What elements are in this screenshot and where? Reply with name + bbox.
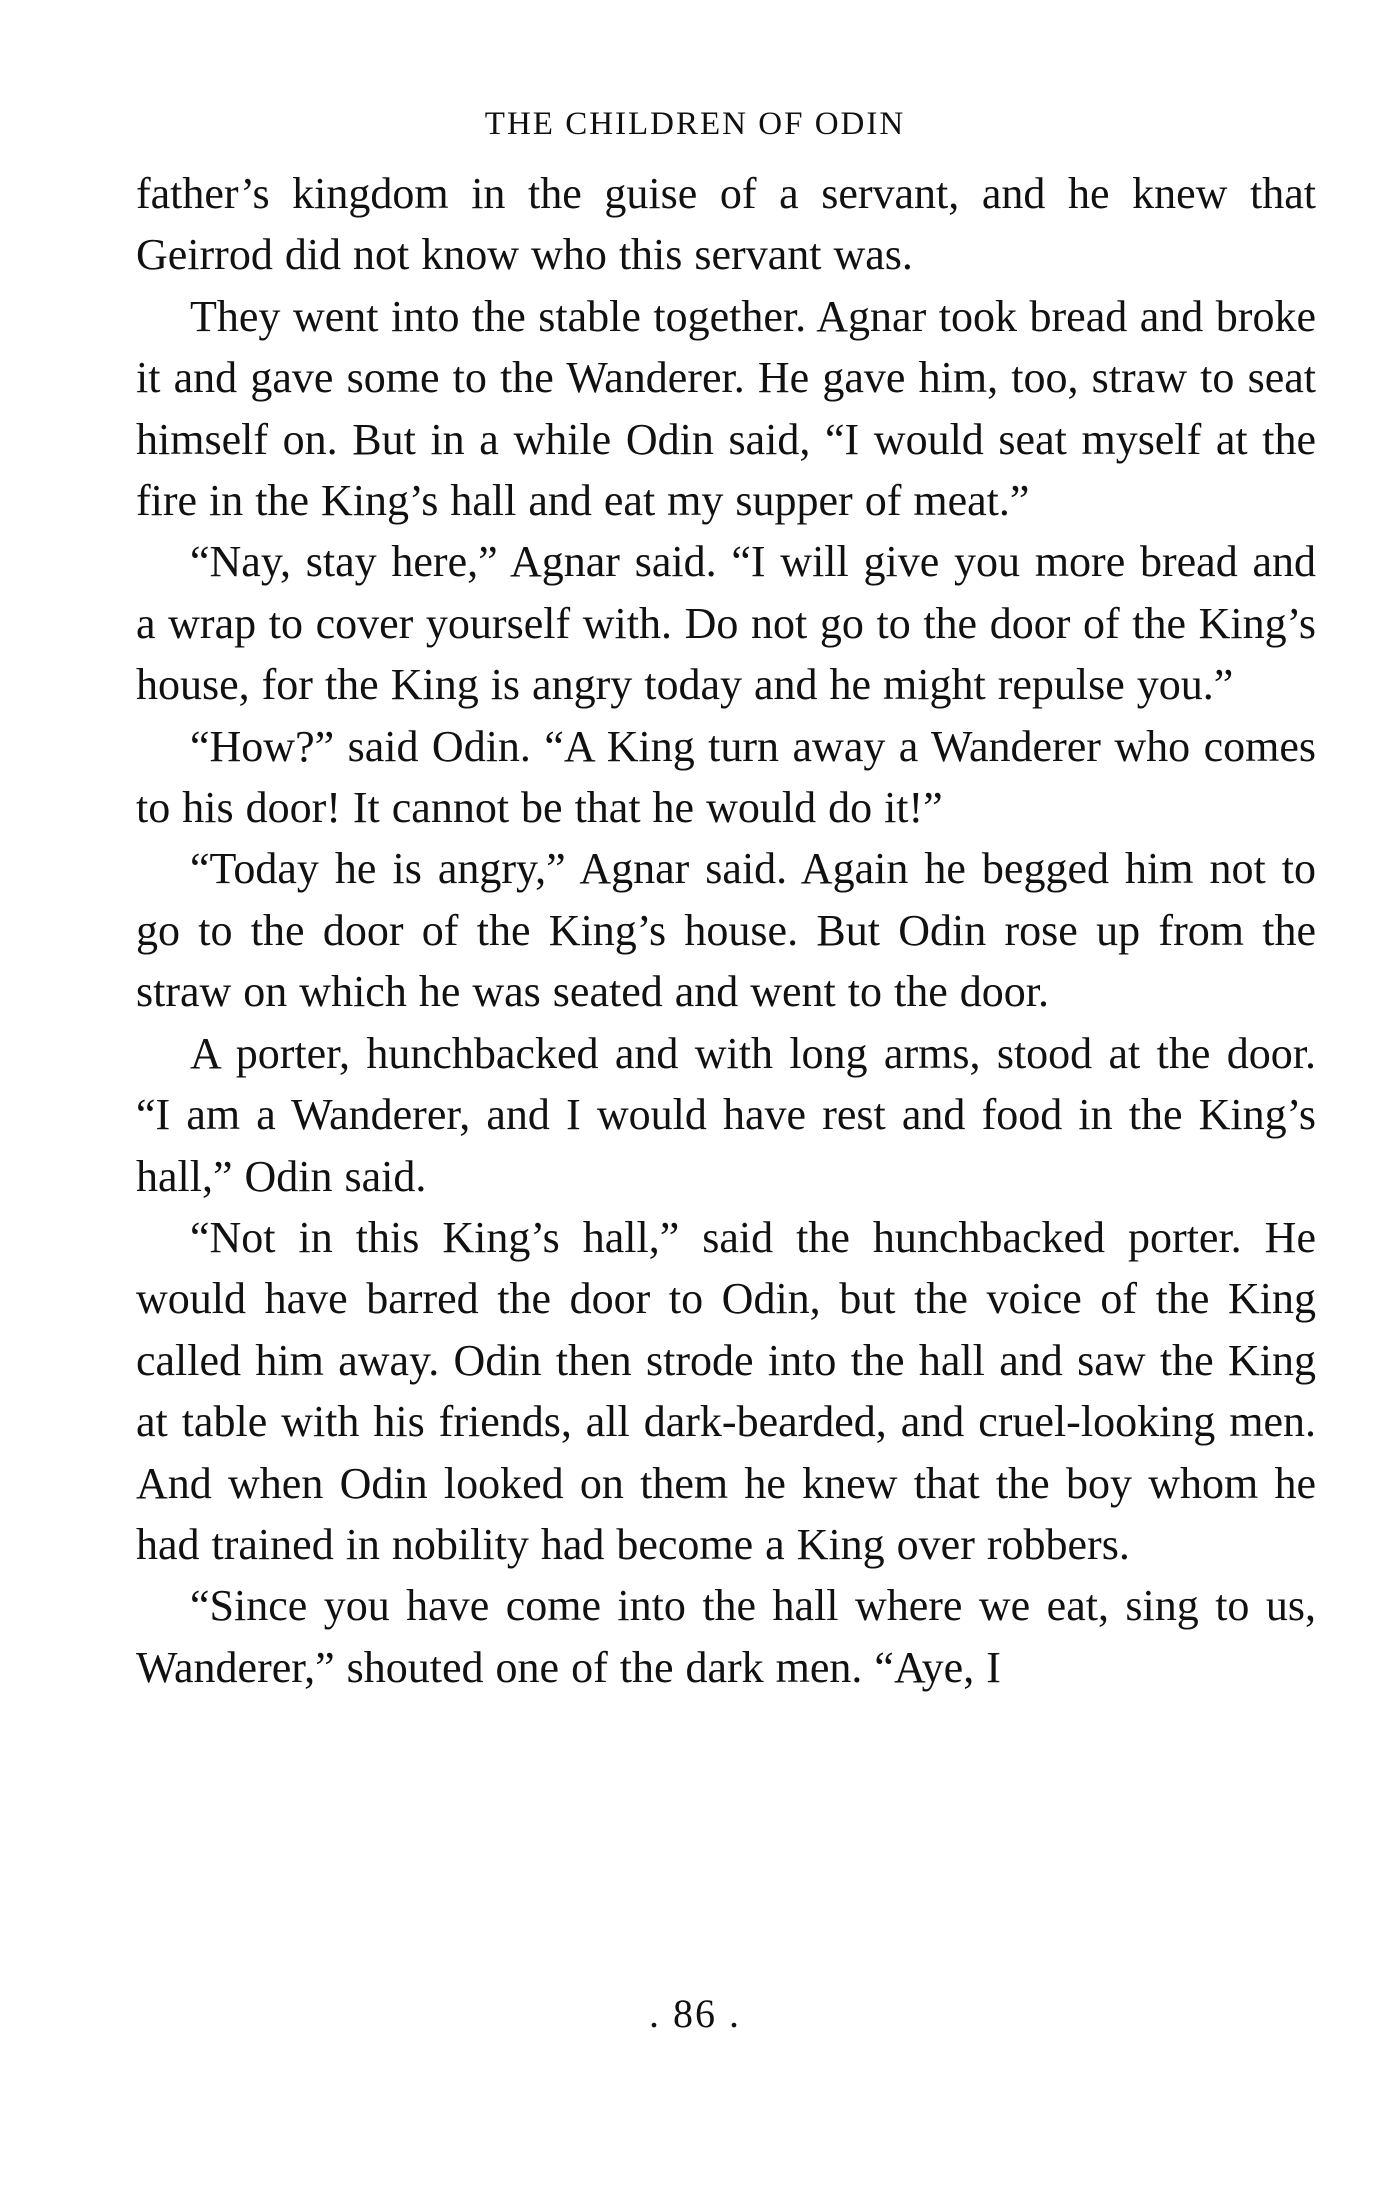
paragraph: “Today he is angry,” Agnar said. Again he begged him not to go to the door of the King’s house. But Odin rose up from the straw on which he was seated and went to the door. [136,844,1316,1017]
page-number: . 86 . [649,1991,741,2036]
running-head: THE CHILDREN OF ODIN [484,106,906,142]
paragraph: “Not in this King’s hall,” said the hunchbacked porter. He would have barred the door to Odin, but the voice of the King called him away. Odin then strode into the hall and saw the King at table with his friends, all dark-bearded, and cruel-looking men. And when Odin looked on them he knew that the boy whom he had trained in nobility had become a King over robbers. [136,1212,1316,1569]
paragraph: A porter, hunchbacked and with long arms, stood at the door. “I am a Wanderer, and I would have rest and food in the King’s hall,” Odin said. [136,1028,1316,1201]
paragraph: They went into the stable together. Agnar took bread and broke it and gave some to the Wanderer. He gave him, too, straw to seat himself on. But in a while Odin said, “I would seat myself at the fire in the King’s hall and eat my supper of meat.” [136,291,1316,526]
paragraph: “Since you have come into the hall where we eat, sing to us, Wanderer,” shouted one of the dark men. “Aye, I [136,1581,1316,1692]
paragraph: “Nay, stay here,” Agnar said. “I will give you more bread and a wrap to cover yourself with. Do not go to the door of the King’s house, for the King is angry today and he might repulse you.” [136,537,1316,710]
body-text [136,163,1316,1698]
paragraph: “How?” said Odin. “A King turn away a Wanderer who comes to his door! It cannot be that he would do it!” [136,721,1316,833]
paragraph-continued: father’s kingdom in the guise of a servant, and he knew that Geirrod did not know who this servant was. [136,169,1316,280]
